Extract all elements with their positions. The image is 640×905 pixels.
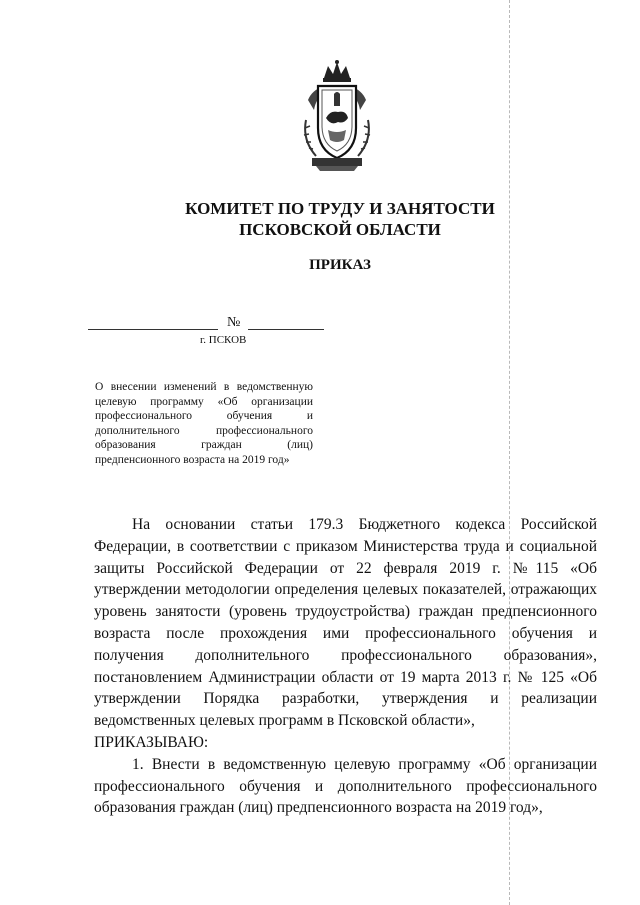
- document-type: ПРИКАЗ: [309, 257, 371, 273]
- number-sign: №: [227, 315, 241, 330]
- order-keyword: ПРИКАЗЫВАЮ:: [94, 733, 209, 751]
- organization-name: [160, 198, 520, 240]
- organization-line-1: КОМИТЕТ ПО ТРУДУ И ЗАНЯТОСТИ: [185, 199, 495, 218]
- number-blank-line: [248, 329, 324, 330]
- coat-of-arms-icon: [298, 60, 376, 172]
- preamble-paragraph: На основании статьи 179.3 Бюджетного кодекса Российской Федерации, в соответствии с приказом Министерства труда и социальной защиты Российской Федерации от 22 февраля 2019 г. №115 «Об утверждении методологии определения целевых показателей, отражающих уровень занятости (уровень трудоустройства) граждан предпенсионного возраста после прохождения ими профессионального обучения и получения дополнительного профессионального образования», постановлением Администрации области от 19 марта 2013 г. № 125 «Об утверждении Порядка разработки, утверждения и реализации ведомственных целевых программ в Псковской области»,: [94, 516, 597, 730]
- city-label: г. ПСКОВ: [200, 334, 247, 346]
- date-blank-line: [88, 329, 218, 330]
- organization-line-2: ПСКОВСКОЙ ОБЛАСТИ: [239, 220, 441, 239]
- document-number-row: [88, 315, 328, 333]
- order-item-1: 1. Внести в ведомственную целевую программу «Об организации профессионального обучения и дополнительного профессионального образования граждан (лиц) предпенсионного возраста на 2019 год»,: [94, 755, 597, 817]
- document-body: [94, 514, 597, 819]
- order-subject: О внесении изменений в ведомственную целевую программу «Об организации профессионального обучения и дополнительного профессионального образования граждан (лиц) предпенсионного возраста на 2019 год»: [95, 381, 313, 466]
